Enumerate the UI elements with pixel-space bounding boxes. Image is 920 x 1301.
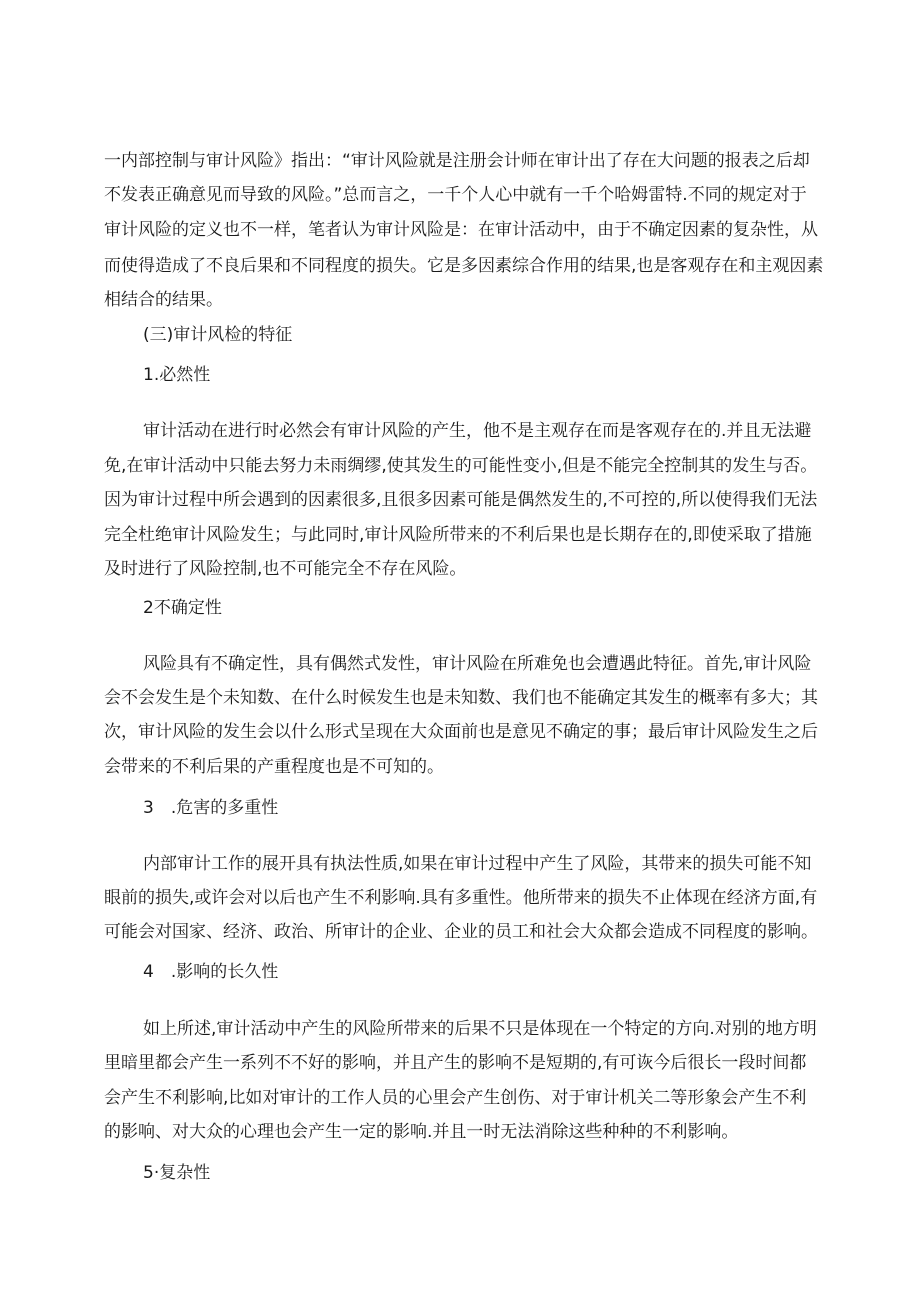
para-multiplicity-line-2: 眼前的损失,或许会对以后也产生不利影响.具有多重性。他所带来的损失不止体现在经济方面,有 — [104, 888, 818, 908]
para-multiplicity-line-3: 可能会对国家、经济、政治、所审计的企业、企业的员工和社会大众都会造成不同程度的影响。 — [104, 922, 818, 942]
intro-line-5: 相结合的结果。 — [104, 290, 223, 310]
intro-line-1: 一内部控制与审计风险》指出：“审计风险就是注册会计师在审计出了存在大问题的报表之后却 — [104, 151, 810, 171]
intro-line-3: 审计风险的定义也不一样，笔者认为审计风险是：在审计活动中，由于不确定因素的复杂性，从 — [104, 220, 818, 240]
para-uncertainty-line-1: 风险具有不确定性，具有偶然式发性，审计风险在所难免也会遭遇此特征。首先,审计风险 — [143, 654, 812, 674]
para-uncertainty-line-2: 会不会发生是个未知数、在什么时候发生也是未知数、我们也不能确定其发生的概率有多大；其 — [104, 688, 818, 708]
para-necessity-line-4: 完全杜绝审计风险发生；与此同时,审计风险所带来的不利后果也是长期存在的,即使采取了措施 — [104, 525, 812, 545]
para-necessity-line-2: 免,在审计活动中只能去努力未雨绸缪,使其发生的可能性变小,但是不能完全控制其的发生与否。 — [104, 456, 818, 476]
para-uncertainty-line-4: 会带来的不利后果的产重程度也是不可知的。 — [104, 757, 444, 777]
para-uncertainty-line-3: 次，审计风险的发生会以什么形式呈现在大众面前也是意见不确定的事；最后审计风险发生之后 — [104, 722, 818, 742]
heading-multiplicity: 3 .危害的多重性 — [143, 798, 279, 818]
heading-uncertainty: 2不确定性 — [143, 598, 222, 618]
intro-line-4: 而使得造成了不良后果和不同程度的损失。它是多因素综合作用的结果,也是客观存在和主观因素 — [104, 256, 824, 276]
heading-complexity: 5·复杂性 — [143, 1163, 211, 1183]
para-necessity-line-1: 审计活动在进行时必然会有审计风险的产生，他不是主观存在而是客观存在的.并且无法避 — [143, 421, 812, 441]
para-longevity-line-4: 的影响、对大众的心理也会产生一定的影响.并且一时无法消除这些种种的不利影响。 — [104, 1122, 739, 1142]
para-necessity-line-3: 因为审计过程中所会遇到的因素很多,且很多因素可能是偶然发生的,不可控的,所以使得我们无法 — [104, 490, 818, 510]
heading-necessity: 1.必然性 — [143, 365, 211, 385]
para-longevity-line-3: 会产生不利影响,比如对审计的工作人员的心里会产生创伤、对于审计机关二等形象会产生不利 — [104, 1088, 807, 1108]
intro-line-2: 不发表正确意见而导致的风险。”总而言之，一千个人心中就有一千个哈姆雷特.不同的规定对于 — [104, 185, 807, 205]
section-heading: (三)审计风检的特征 — [143, 325, 293, 345]
para-necessity-line-5: 及时进行了风险控制,也不可能完全不存在风险。 — [104, 559, 467, 579]
para-longevity-line-2: 里暗里都会产生一系列不不好的影响，并且产生的影响不是短期的,有可诙今后很长一段时间都 — [104, 1053, 807, 1073]
heading-longevity: 4 .影响的长久性 — [143, 962, 279, 982]
para-multiplicity-line-1: 内部审计工作的展开具有执法性质,如果在审计过程中产生了风险，其带来的损失可能不知 — [143, 854, 812, 874]
para-longevity-line-1: 如上所述,审计活动中产生的风险所带来的后果不只是体现在一个特定的方向.对别的地方明 — [143, 1019, 817, 1039]
